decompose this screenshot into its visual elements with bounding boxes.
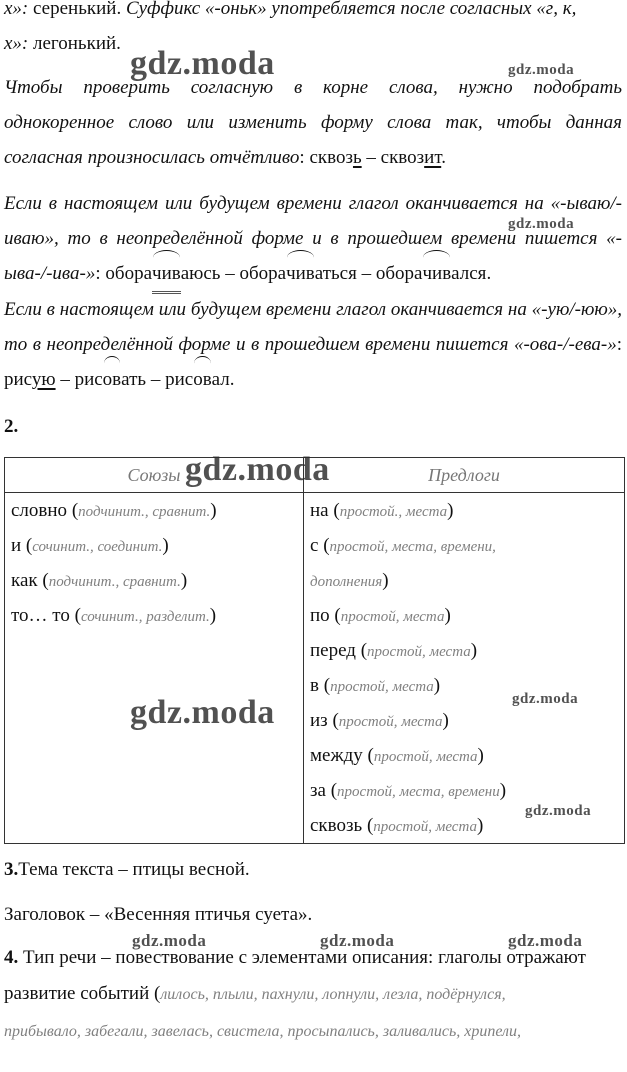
watermark: gdz.moda — [185, 451, 330, 488]
consonant-dash: – — [361, 147, 381, 168]
watermark: gdz.moda — [508, 62, 575, 78]
rule-yvayu-word-1: оборачиваюсь — [105, 263, 220, 284]
header-conjunctions: Союзы — [5, 458, 304, 493]
consonant-example-1: сквозь — [309, 147, 362, 168]
rule-uyu-colon: : — [616, 334, 622, 355]
rule-uyu-word-1: рисую — [4, 369, 56, 390]
table-row: в (простой, места) — [310, 675, 441, 696]
table-row: и (сочинит., соединит.) — [11, 535, 169, 556]
rule-uyu-text: Если в настоящем или будущем времени глагол оканчивается на «-ую/-юю», то в неопределённой форме и в прошедшем времени пишется «-ова-/-ева-» — [4, 299, 622, 355]
intro-line-2 — [4, 26, 622, 61]
rule-yvayu-word-2: оборачиваться — [239, 263, 356, 284]
watermark: gdz.moda — [508, 216, 575, 232]
parts-of-speech-table — [4, 457, 625, 844]
table-row: перед (простой, места) — [310, 640, 478, 661]
section-4: 4. Тип речи – повествование с элементами описания: глаголы отражают развитие событий (лилось, плыли, пахнули, лопнули, лезла, подёрнулся, прибывало, забегали, завелась, свистела, просыпались, заливались, хрипели, — [4, 947, 586, 1040]
table-row: сквозь (простой, места) — [310, 815, 484, 836]
prepositions-column — [304, 493, 625, 844]
rule-yvayu-text: Если в настоящем или будущем времени глагол оканчивается на «-ываю/-иваю», то в неопределённой форме и в прошедшем времени пишется «-ыва-/-ива-» — [4, 193, 622, 284]
section-3-title: Заголовок – «Весенняя птичья суета». — [4, 904, 313, 925]
rule-yvayu-word-3: оборачивался — [376, 263, 487, 284]
table-row: словно (подчинит., сравнит.) — [11, 500, 217, 521]
section-3-theme: 3.Тема текста – птицы весной. — [4, 859, 250, 880]
intro-line2-word: легонький. — [33, 33, 121, 54]
table-row: по (простой, места) — [310, 605, 451, 626]
table-row: на (простой., места) — [310, 500, 454, 521]
consonant-rule-colon: : — [299, 147, 310, 168]
intro-line1-prefix: х»: — [4, 0, 29, 19]
consonant-rule — [4, 70, 622, 175]
watermark: gdz.moda — [132, 931, 207, 950]
section-2-number: 2. — [4, 416, 19, 437]
consonant-rule-text: Чтобы проверить согласную в корне слова, нужно подобрать однокоренное слово или изменить форму слова так, чтобы данная согласная произносилась отчётливо — [4, 77, 622, 168]
header-prepositions: Предлоги — [304, 458, 625, 493]
watermark: gdz.moda — [130, 694, 275, 731]
rule-yvayu: Если в настоящем или будущем времени глагол оканчивается на «-ываю/-иваю», то в неопределённой форме и в прошедшем времени пишется «-ыва-/-ива-»: оборачиваюсь – оборачиваться – оборачивался. — [4, 186, 622, 294]
rule-uyu: Если в настоящем или будущем времени глагол оканчивается на «-ую/-юю», то в неопределённой форме и в прошедшем времени пишется «-ова-/-ева-»: рисую – рисовать – рисовал. — [4, 292, 622, 397]
table-row: из (простой, места) — [310, 710, 449, 731]
intro-line1-word: серенький. — [33, 0, 122, 19]
table-row: то… то (сочинит., разделит.) — [11, 605, 217, 626]
watermark: gdz.moda — [525, 803, 592, 819]
consonant-example-2: сквозит — [380, 147, 442, 168]
intro-line-1 — [4, 0, 622, 26]
table-row: за (простой, места, времени) — [310, 780, 507, 801]
table-row: с (простой, места, времени, — [310, 535, 496, 556]
table-row: между (простой, места) — [310, 745, 484, 766]
rule-uyu-word-3: рисовал — [165, 369, 230, 390]
table-row: как (подчинит., сравнит.) — [11, 570, 188, 591]
table-body-row — [5, 493, 625, 844]
watermark: gdz.moda — [512, 691, 579, 707]
watermark: gdz.moda — [130, 45, 275, 82]
rule-yvayu-colon: : — [95, 263, 106, 284]
rule-uyu-word-2: рисовать — [75, 369, 147, 390]
watermark: gdz.moda — [508, 931, 583, 950]
intro-line2-prefix: х»: — [4, 33, 29, 54]
watermark: gdz.moda — [320, 931, 395, 950]
table-row: дополнения) — [310, 570, 389, 591]
conjunctions-column — [5, 493, 304, 844]
consonant-end: . — [441, 147, 446, 168]
intro-line1-rule: Суффикс «-оньк» употребляется после согласных «г, к, — [125, 0, 577, 19]
